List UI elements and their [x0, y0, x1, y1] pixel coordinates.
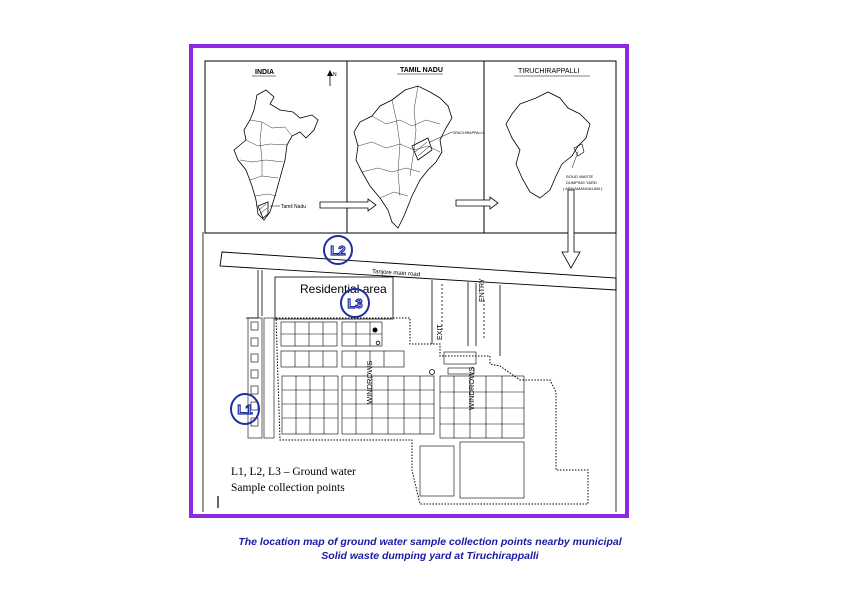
marker-l1[interactable]: [231, 394, 259, 424]
caption-line-1: The location map of ground water sample collection points nearby municipal: [238, 536, 622, 548]
arrow-right-icon-2: [456, 197, 498, 209]
india-outline: [234, 90, 318, 220]
well-icon: [373, 328, 378, 333]
caption-line-2: Solid waste dumping yard at Tiruchirappalli: [321, 550, 539, 562]
legend-line-1: L1, L2, L3 – Ground water: [231, 466, 356, 478]
tamil-nadu-title: TAMIL NADU: [400, 67, 443, 74]
map-frame: [191, 46, 627, 516]
tanjore-road: [220, 252, 616, 290]
inset-border: [205, 61, 616, 233]
arrow-right-icon: [320, 199, 376, 211]
exit-label: EXIT: [437, 324, 444, 340]
trichy-title: TIRUCHIRAPPALLI: [518, 68, 580, 75]
compost-grid-upper: [281, 322, 404, 367]
dump-label-3: ( ARIYAMANGALAM ): [563, 186, 603, 191]
entry-label: ENTRY: [479, 278, 486, 302]
marker-l1-label: L1: [237, 402, 253, 417]
windrows-label-2: WINDROWS: [467, 366, 476, 410]
north-arrow-icon: [327, 70, 337, 86]
marker-l2-label: L2: [330, 243, 346, 258]
svg-text:N: N: [333, 72, 337, 78]
plot-column: [248, 318, 274, 438]
india-inset: [234, 69, 337, 220]
legend-line-2: Sample collection points: [231, 482, 345, 494]
figure-caption: [150, 535, 710, 563]
trichy-district-label: TIRUCHIRAPPALLI: [452, 131, 484, 135]
dump-label-1: SOLID WASTE: [566, 174, 594, 179]
entry-exit-lanes: [432, 280, 500, 356]
windrows-label-1: WINDROWS: [365, 360, 374, 404]
tamil-nadu-label: Tamil Nadu: [281, 204, 307, 210]
map-legend: [231, 464, 356, 496]
residential-label: Residential area: [300, 282, 387, 296]
dump-label-2: DUMPING YARD: [566, 180, 597, 185]
road-label: Tanjore main road: [371, 269, 421, 279]
inset-arrows: [320, 190, 580, 268]
trichy-inset: [506, 68, 603, 198]
arrow-down-icon: [562, 190, 580, 268]
inset-panels: [205, 61, 616, 233]
marker-l3-label: L3: [347, 296, 363, 311]
india-title: INDIA: [255, 69, 275, 76]
